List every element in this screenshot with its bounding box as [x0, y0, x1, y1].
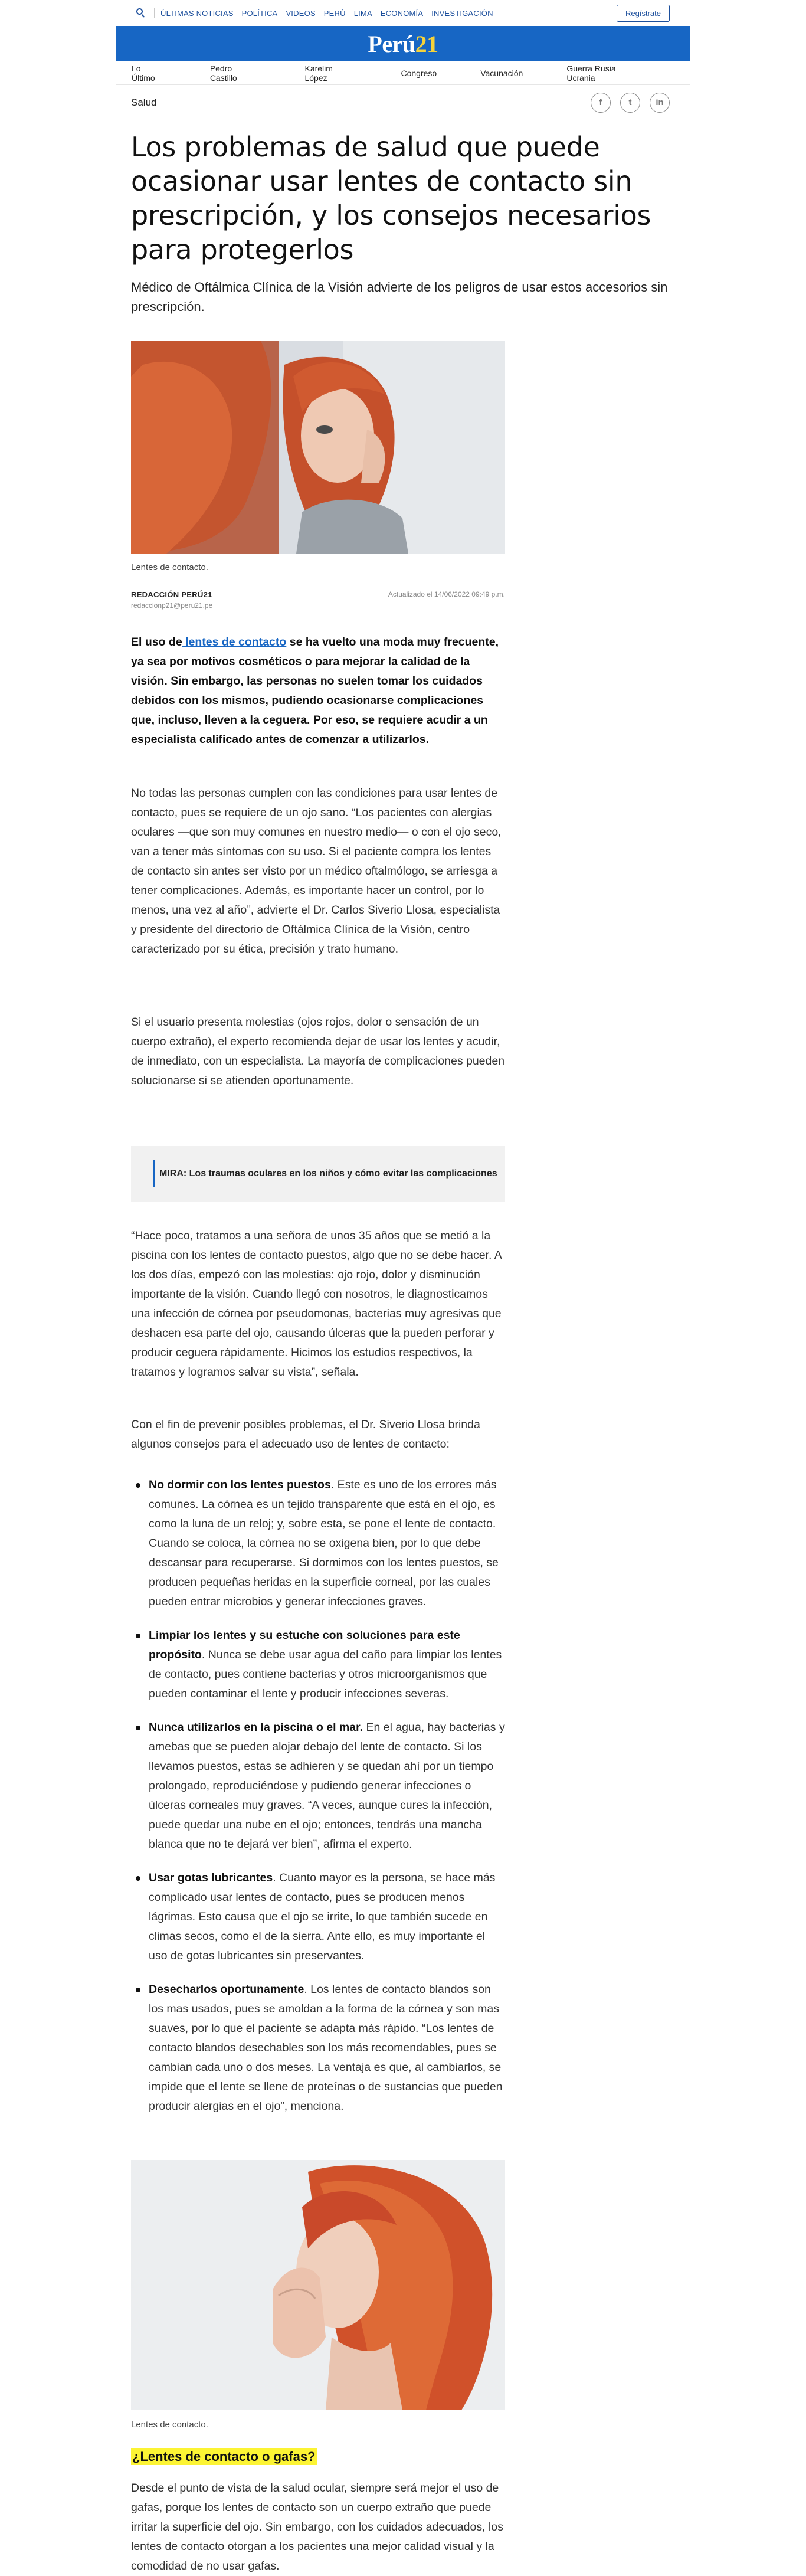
woman-inserting-contact-lens-illustration [131, 341, 505, 554]
tip-title: Usar gotas lubricantes [149, 1871, 273, 1884]
nav-item-karelim-lopez[interactable]: Karelim López [304, 63, 333, 83]
nav-item-congreso[interactable]: Congreso [401, 68, 437, 78]
tip-title: Nunca utilizarlos en la piscina o el mar. [149, 1721, 363, 1734]
paragraph-4: Con el fin de prevenir posibles problemas, el Dr. Siverio Llosa brinda algunos consejos para el adecuado uso de lentes de contacto: [131, 1418, 480, 1451]
tip-text: . Este es uno de los errores más comunes. La córnea es un tejido transparente que está en el ojo, es como la luna de un reloj; y, sobre esta, se pone el lente de contacto. Cuando se coloca, la córnea no se oxigena bien, por lo que debe descansar para recuperarse. Si dormimos con los lentes puestos, se producen pequeñas heridas en la superficie corneal, por las cuales pueden entrar microbios y generar infecciones graves. [149, 1478, 499, 1608]
tip-title: Limpiar los lentes y su estuche con soluciones para este propósito [149, 1629, 460, 1661]
top-link-politica[interactable]: POLÍTICA [241, 8, 278, 18]
image-2-caption: Lentes de contacto. [131, 2420, 208, 2430]
logo-number: 21 [415, 30, 438, 57]
brand-bar [116, 26, 690, 61]
category-label[interactable]: Salud [131, 96, 157, 108]
register-button[interactable]: Regístrate [617, 5, 670, 22]
divider [154, 8, 155, 18]
paragraph-3: “Hace poco, tratamos a una señora de unos 35 años que se metió a la piscina con los lentes de contacto puestos, algo que no se debe hacer. A los dos días, empezó con las molestias: ojo rojo, dolor y disminución importante de la visión. Cuando llegó con nosotros, le diagnosticamos una infección de córnea por pseudomonas, bacterias muy agresivas que deshacen esa parte del ojo, causando úlceras que la pueden perforar y producir ceguera rápidamente. Hicimos los estudios respectivos, la tratamos y logramos salvar su vista”, señala. [131, 1229, 502, 1379]
related-accent-bar [153, 1160, 155, 1187]
top-links [160, 9, 493, 18]
site-logo[interactable] [368, 30, 438, 58]
article-image-2 [131, 2160, 505, 2410]
related-link-box[interactable] [131, 1146, 505, 1202]
lead-paragraph [131, 633, 505, 749]
nav-item-lo-ultimo[interactable]: Lo Último [132, 63, 155, 83]
share-buttons [591, 93, 670, 113]
top-link-investigacion[interactable]: INVESTIGACIÓN [431, 8, 493, 18]
tip-text: . Los lentes de contacto blandos son los mas usados, pues se amoldan a la forma de la córnea y son mas suaves, por lo que el paciente se adapta más rápido. “Los lentes de contacto blandos desechables son los más recomendables, pues se cambian cada uno o dos meses. La ventaja es que, al cambiarlos, se impide que el lente se llene de proteínas o de sustancias que pueden producir alergias en el ojo”, menciona. [149, 1983, 503, 2113]
top-link-economia[interactable]: ECONOMÍA [380, 8, 424, 18]
top-link-videos[interactable]: VIDEOS [286, 8, 316, 18]
paragraph-1: No todas las personas cumplen con las condiciones para usar lentes de contacto, pues se requiere de un ojo sano. “Los pacientes con alergias oculares —que son muy comunes en nuestro medio— o con el ojo seco, van a tener más síntomas con su uso. Si el paciente compra los lentes de contacto sin antes ser visto por un médico oftalmólogo, se arriesga a tener complicaciones. Además, es importante hacer un control, por lo menos, una vez al año”, advierte el Dr. Carlos Siverio Llosa, especialista y presidente del directorio de Oftálmica Clínica de la Visión, centro caracterizado por su ética, precisión y trato humano. [131, 787, 502, 955]
contact-lenses-link[interactable]: lentes de contacto [182, 636, 287, 649]
article-image-1 [131, 341, 505, 554]
nav-item-pedro-castillo[interactable]: Pedro Castillo [209, 63, 237, 83]
tip-text: En el agua, hay bacterias y amebas que se pueden alojar debajo del lente de contacto. Si los llevamos puestos, estas se adhieren y se quedan ahí por un tiempo prolongado, reproduciéndose y pudiendo generar infecciones o úlceras corneales muy graves. “A veces, aunque cures la infección, puede quedar una nube en el ojo; entonces, tendrás una mancha blanca que no te dejará ver bien”, afirma el experto. [149, 1721, 505, 1851]
section-nav [116, 61, 690, 85]
tip-title: Desecharlos oportunamente [149, 1983, 304, 1996]
paragraph-2: Si el usuario presenta molestias (ojos rojos, dolor o sensación de un cuerpo extraño), el experto recomienda dejar de usar los lentes y acudir, de inmediato, con un especialista. La mayoría de complicaciones pueden solucionarse si se atienden oportunamente. [131, 1016, 505, 1087]
tip-text: . Cuanto mayor es la persona, se hace más complicado usar lentes de contacto, pues se producen menos lágrimas. Esto causa que el ojo se irrite, lo que también sucede en climas secos, como el de la sierra. Ante ello, es muy importante el uso de gotas lubricantes sin preservantes. [149, 1871, 496, 1962]
list-item [131, 1980, 505, 2116]
list-item [131, 1475, 505, 1612]
top-utility-bar [116, 0, 690, 26]
search-icon[interactable] [136, 8, 146, 18]
image-1-caption: Lentes de contacto. [131, 562, 208, 572]
category-row [116, 86, 690, 119]
nav-item-guerra-rusia-ucrania[interactable]: Guerra Rusia Ucrania [566, 63, 616, 83]
top-link-lima[interactable]: LIMA [353, 8, 372, 18]
subhead-text: ¿Lentes de contacto o gafas? [132, 2449, 316, 2464]
tip-title: No dormir con los lentes puestos [149, 1478, 331, 1491]
byline [131, 590, 505, 610]
updated-date: Actualizado el 14/06/2022 09:49 p.m. [388, 590, 505, 598]
logo-word: Perú [368, 30, 415, 57]
related-link-text[interactable]: MIRA: Los traumas oculares en los niños y cómo evitar las complicaciones [159, 1168, 497, 1179]
linkedin-share-icon[interactable]: in [650, 93, 670, 113]
lead-pre: El uso de [131, 636, 182, 649]
nav-item-vacunacion[interactable]: Vacunación [480, 68, 523, 78]
facebook-share-icon[interactable]: f [591, 93, 611, 113]
lead-post: se ha vuelto una moda muy frecuente, ya sea por motivos cosméticos o para mejorar la calidad de la visión. Sin embargo, las personas no suelen tomar los cuidados debidos con los mismos, pudiendo ocasionarse complicaciones que, incluso, lleven a la ceguera. Por eso, se requiere acudir a un especialista calificado antes de comenzar a utilizarlos. [131, 636, 499, 746]
list-item [131, 1718, 505, 1854]
section-subhead [131, 2449, 317, 2464]
paragraph-5: Desde el punto de vista de la salud ocular, siempre será mejor el uso de gafas, porque los lentes de contacto son un cuerpo extraño que puede irritar la superficie del ojo. Sin embargo, con los cuidados adecuados, los lentes de contacto otorgan a los pacientes una mejor calidad visual y la comodidad de no usar gafas. [131, 2482, 503, 2572]
top-link-peru[interactable]: PERÚ [323, 8, 346, 18]
tip-text: . Nunca se debe usar agua del caño para limpiar los lentes de contacto, pues contiene bacterias y otros microorganismos que pueden contaminar el lente y producir infecciones severas. [149, 1648, 502, 1700]
list-item [131, 1868, 505, 1966]
author-name[interactable]: REDACCIÓN PERÚ21 [131, 590, 212, 599]
page-title: Los problemas de salud que puede ocasionar usar lentes de contacto sin prescripción, y los consejos necesarios para protegerlos [131, 131, 651, 266]
article-dek: Médico de Oftálmica Clínica de la Visión advierte de los peligros de usar estos accesorios sin prescripción. [131, 280, 668, 314]
list-item [131, 1626, 505, 1704]
twitter-share-icon[interactable]: t [620, 93, 640, 113]
tips-list [131, 1475, 505, 2116]
top-link-ultimas-noticias[interactable]: ÚLTIMAS NOTICIAS [160, 8, 234, 18]
author-email: redaccionp21@peru21.pe [131, 601, 213, 610]
woman-touching-eye-illustration [131, 2160, 505, 2410]
